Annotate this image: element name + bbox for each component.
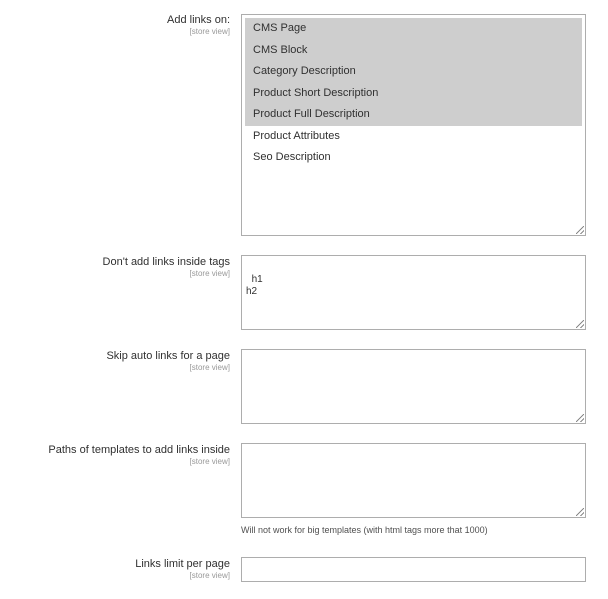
add-links-on-multiselect[interactable]	[241, 14, 586, 236]
option-seo-description[interactable]: Seo Description	[253, 151, 331, 163]
option-category-description[interactable]: Category Description	[245, 61, 582, 83]
template-paths-textarea[interactable]	[241, 443, 586, 518]
template-paths-note: Will not work for big templates (with html tags more that 1000)	[241, 525, 488, 535]
links-limit-label: Links limit per page	[135, 558, 230, 570]
option-product-attributes[interactable]: Product Attributes	[253, 129, 340, 142]
add-links-on-scope: [store view]	[189, 27, 230, 36]
template-paths-label: Paths of templates to add links inside	[48, 444, 230, 456]
skip-auto-links-textarea[interactable]	[241, 349, 586, 424]
option-product-full-description[interactable]: Product Full Description	[245, 104, 582, 126]
dont-add-links-label: Don't add links inside tags	[102, 256, 230, 268]
resize-handle-icon[interactable]	[576, 508, 584, 516]
option-cms-block[interactable]: CMS Block	[245, 40, 582, 62]
skip-auto-links-scope: [store view]	[189, 363, 230, 372]
resize-handle-icon[interactable]	[576, 226, 584, 234]
option-cms-page[interactable]: CMS Page	[245, 18, 582, 40]
option-product-short-description[interactable]: Product Short Description	[245, 83, 582, 105]
links-limit-scope: [store view]	[189, 571, 230, 580]
template-paths-scope: [store view]	[189, 457, 230, 466]
dont-add-links-scope: [store view]	[189, 269, 230, 278]
resize-handle-icon[interactable]	[576, 414, 584, 422]
skip-auto-links-label: Skip auto links for a page	[106, 350, 230, 362]
add-links-on-label: Add links on:	[167, 14, 230, 26]
dont-add-links-textarea[interactable]	[241, 255, 586, 330]
resize-handle-icon[interactable]	[576, 320, 584, 328]
dont-add-links-value: h1 h2	[246, 274, 263, 297]
links-limit-input[interactable]	[241, 557, 586, 582]
